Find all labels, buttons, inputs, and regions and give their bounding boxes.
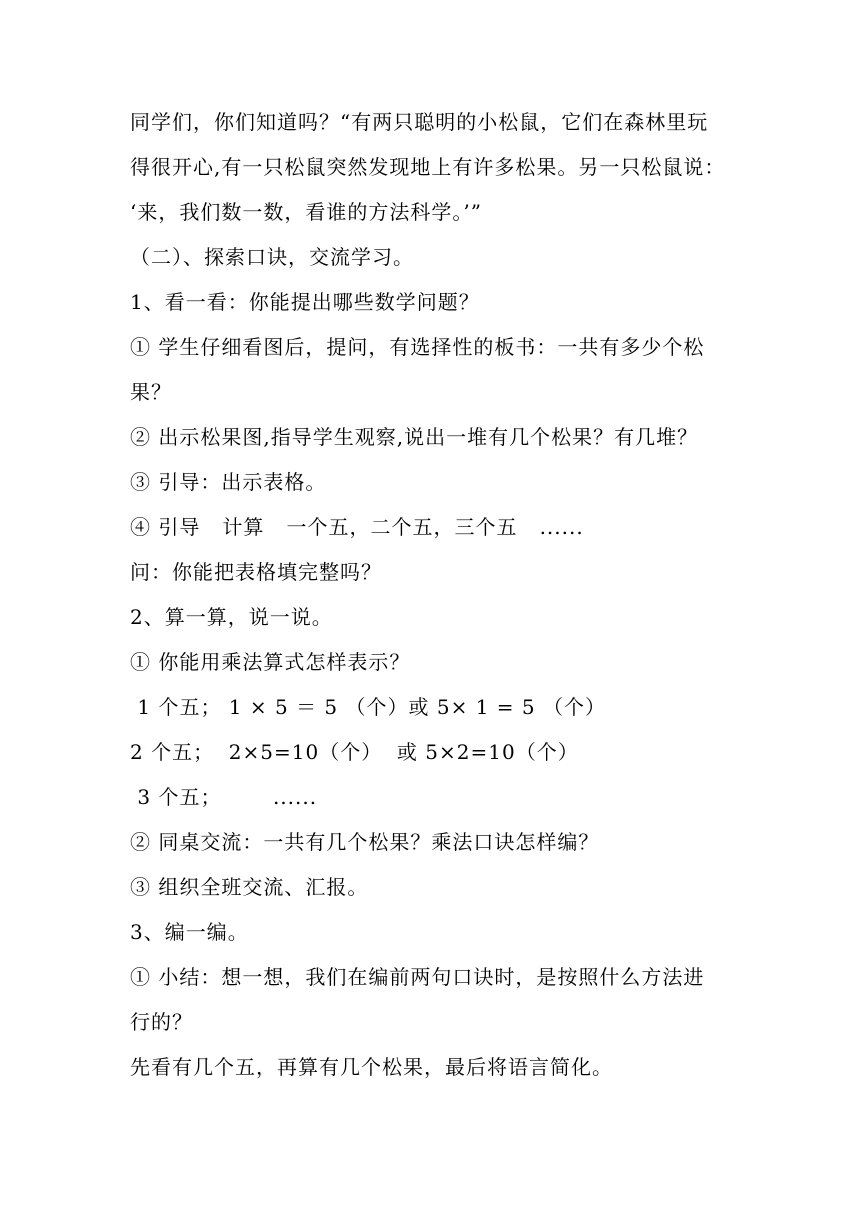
section-heading: （二）、探索口诀，交流学习。 bbox=[130, 245, 414, 269]
text-line: 3 个五； ...... bbox=[130, 785, 318, 809]
text-line: ① 小结：想一想，我们在编前两句口诀时，是按照什么方法进 bbox=[130, 965, 705, 989]
text-line: ③ 组织全班交流、汇报。 bbox=[130, 875, 369, 899]
text-line: ④ 引导 计算 一个五，二个五，三个五 ...... bbox=[130, 515, 584, 539]
text-line: 得很开心,有一只松鼠突然发现地上有许多松果。另一只松鼠说： bbox=[130, 155, 726, 179]
text-line: ③ 引导：出示表格。 bbox=[130, 470, 327, 494]
subsection-heading: 1、看一看：你能提出哪些数学问题？ bbox=[130, 290, 480, 314]
subsection-heading: 2、算一算，说一说。 bbox=[130, 605, 333, 629]
text-line: 问：你能把表格填完整吗？ bbox=[130, 560, 382, 584]
document-body bbox=[130, 100, 740, 1090]
text-line: 先看有几个五，再算有几个松果，最后将语言简化。 bbox=[130, 1055, 613, 1079]
text-line: ② 同桌交流：一共有几个松果？乘法口诀怎样编？ bbox=[130, 830, 600, 854]
subsection-heading: 3、编一编。 bbox=[130, 920, 249, 944]
text-line: ① 学生仔细看图后，提问，有选择性的板书：一共有多少个松 bbox=[130, 335, 705, 359]
text-line: 2 个五； 2×5=10（个） 或 5×2=10（个） bbox=[130, 740, 579, 764]
text-line: 行的？ bbox=[130, 1010, 193, 1034]
text-line: ② 出示松果图,指导学生观察,说出一堆有几个松果？有几堆？ bbox=[130, 425, 699, 449]
text-line: ① 你能用乘法算式怎样表示？ bbox=[130, 650, 411, 674]
text-line: ‘来，我们数一数，看谁的方法科学。’” bbox=[130, 200, 482, 224]
text-line: 果？ bbox=[130, 380, 172, 404]
text-line: 1 个五； 1 × 5 ＝ 5 （个）或 5× 1 = 5 （个） bbox=[130, 695, 606, 719]
text-line: 同学们，你们知道吗？“有两只聪明的小松鼠，它们在森林里玩 bbox=[130, 110, 709, 134]
